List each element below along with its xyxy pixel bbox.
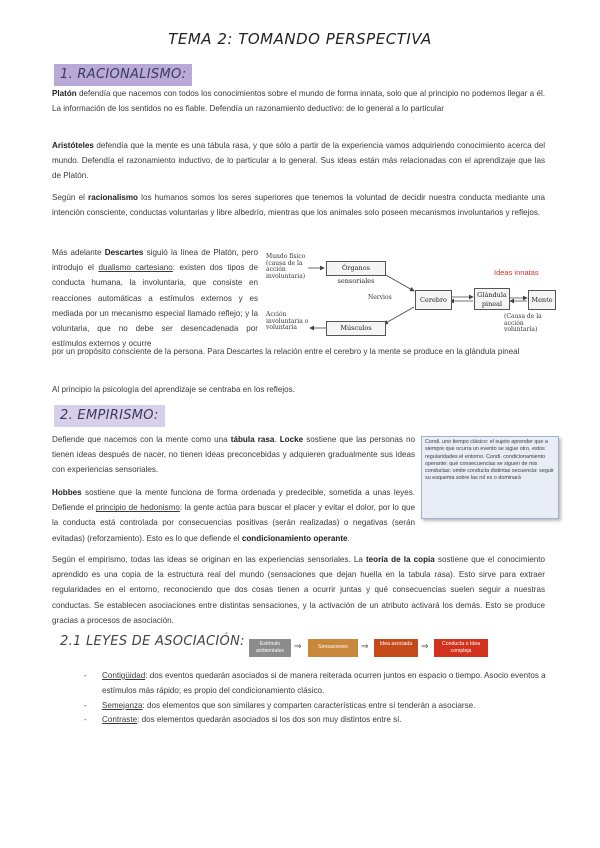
diagram-output-label: Acción involuntaria o voluntaria bbox=[266, 311, 309, 331]
paragraph-platon: Platón defendía que nacemos con todos los conocimientos sobre el mundo de forma innata, solo que al principio no podemos llegar a él. La información de los sentidos no es fiable. Defendía un razonamiento deductivo: de lo general a lo particular bbox=[52, 89, 545, 114]
paragraph-descartes-cont: por un propósito consciente de la persona. Para Descartes la relación entre el cerebro y la mente se produce en la glándula pineal bbox=[52, 347, 520, 356]
paragraph-descartes: Más adelante Descartes siguió la línea de Platón, pero introdujo el dualismo cartesiano: existen dos tipos de conducta humana, la involuntaria, que consiste en reacciones automáticas a estímulos externos y es mediada por un mecanismo especial llamado reflejo; y la voluntaria, que no debe ser desencadenada por estímulos externos y ocurre bbox=[52, 248, 258, 349]
flow-arrow-icon: ⇒ bbox=[361, 641, 369, 651]
paragraph-aristoteles: Aristóteles defendía que la mente es una tábula rasa, y que sólo a partir de la experiencia vamos adquiriendo conocimiento acerca del mundo. Defendía el razonamiento inductivo, de lo particular a lo general. Sus ideas están más relacionadas con el aprendizaje que las de Platón. bbox=[52, 141, 545, 181]
paragraph-locke: Defiende que nacemos con la mente como una tábula rasa. Locke sostiene que las personas no tienen ideas después de nacer, no tienen ideas preconcebidas y adquieren gradualmente sus ideas con experiencias sensoriales. bbox=[52, 435, 415, 475]
flow-step-1: Estímulo ambientales bbox=[249, 639, 291, 657]
box-organos: Órganos sensoriales bbox=[326, 261, 386, 276]
box-mente: Mente bbox=[528, 290, 556, 310]
diagram-nervios: Nervios bbox=[368, 294, 392, 301]
paragraph-hobbes: Hobbes sostiene que la mente funciona de forma ordenada y predecible, sometida a unas leyes. Defiende el principio de hedonismo: la gente actúa para buscar el placer y evitar el dolor, por lo que la conducta está controlada por consecuencias positivas (serán realizadas) o negativas (serán evitadas) (reforzamiento). Esto es lo que defiende el condicionamiento operante. bbox=[52, 488, 415, 543]
paragraph-reflejos: Al principio la psicología del aprendizaje se centraba en los reflejos. bbox=[52, 385, 295, 394]
box-musculos: Músculos bbox=[326, 321, 386, 336]
box-pineal: Glándula pineal bbox=[474, 288, 510, 310]
box-cerebro: Cerebro bbox=[415, 290, 452, 310]
flow-step-3: Idea asociada bbox=[374, 639, 418, 657]
diagram-mind-cause: (Causa de la acción voluntaria) bbox=[504, 313, 542, 333]
flow-step-4: Conducta o Idea compleja bbox=[434, 639, 488, 657]
section-heading-empirismo: 2. EMPIRISMO: bbox=[54, 405, 165, 427]
flow-arrow-icon: ⇒ bbox=[421, 641, 429, 651]
sticky-note: Condi. uno tiempo clásico: el sujeto aprender que a siempre que ocurra un evento se sigue otro, estos regularidades el entorno. Condi. condicionamiento operante: qué consecuencias se siguen de mis conductas: omite conducta distintas secuencia: seguir su esquema sobre las rol es o dominará bbox=[421, 436, 559, 519]
association-laws-list bbox=[84, 669, 554, 728]
subsection-heading-leyes: 2.1 LEYES DE ASOCIACIÓN: bbox=[60, 634, 245, 649]
list-item: - Semejanza: dos elementos que son similares y comparten características entre sí tenderán a asociarse. bbox=[84, 699, 554, 714]
diagram-input-label: Mundo físico (causa de la acción involuntaria) bbox=[266, 253, 306, 280]
flow-arrow-icon: ⇒ bbox=[294, 641, 302, 651]
list-item: - Contigüidad: dos eventos quedarán asociados si de manera reiterada ocurren juntos en espacio o tiempo. Asocio eventos a estímulos más rápido; es propio del condicionamiento clásico. bbox=[84, 669, 554, 699]
section-heading-racionalismo: 1. RACIONALISMO: bbox=[54, 64, 192, 86]
descartes-diagram bbox=[264, 250, 556, 340]
paragraph-teoria-copia: Según el empirismo, todas las ideas se originan en las experiencias sensoriales. La teoría de la copia sostiene que el conocimiento aprendido es una copia de la estructura real del mundo (sensaciones que dejan huella en la tabula rasa). Esto sirve para extraer regularidades en el entorno, reconociendo que dos cosas tienen a ocurrir juntas y qué consecuencias suelen seguir a nuestras conductas. Se establecen asociaciones entre distintas sensaciones, y la activación de un atributo activará los demás. Esto se produce gracias a procesos de asociación. bbox=[52, 555, 545, 625]
ideas-innatas-label: Ideas innatas bbox=[494, 268, 539, 277]
page-title: TEMA 2: TOMANDO PERSPECTIVA bbox=[168, 30, 432, 48]
paragraph-racionalismo: Según el racionalismo los humanos somos los seres superiores que tenemos la voluntad de decidir nuestra conducta mediante una intención consciente, conductas voluntarias y libre albedrío, mientras que los animales solo poseen mecanismos involuntarios y reflejos. bbox=[52, 193, 546, 218]
flow-step-2: Sensaciones bbox=[308, 639, 358, 657]
list-item: - Contraste: dos elementos quedarán asociados si los dos son muy distintos entre sí. bbox=[84, 713, 554, 728]
